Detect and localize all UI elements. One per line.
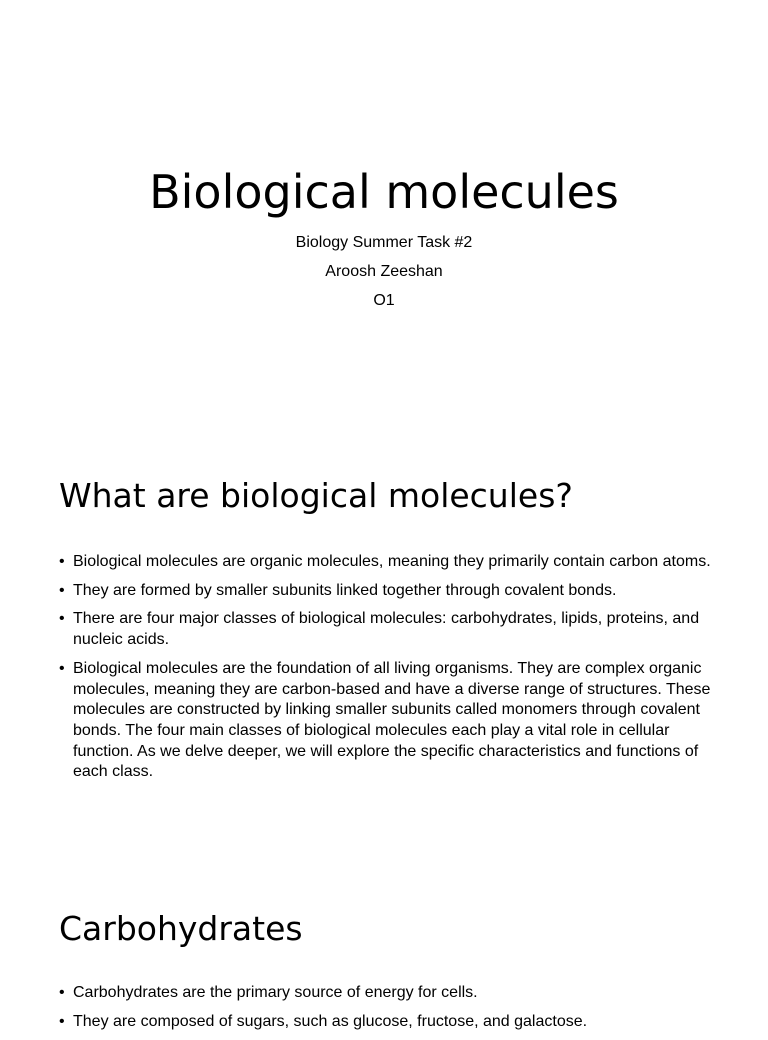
bullet-text: Carbohydrates are the primary source of energy for cells. bbox=[73, 984, 478, 1001]
subtitle-line-task: Biology Summer Task #2 bbox=[295, 234, 473, 251]
slide-heading: What are biological molecules? bbox=[59, 476, 573, 515]
bullet-icon: • bbox=[59, 984, 65, 1001]
subtitle-block bbox=[0, 228, 768, 315]
carbohydrates-slide bbox=[0, 864, 768, 1030]
bullet-text: They are composed of sugars, such as glucose, fructose, and galactose. bbox=[73, 1012, 588, 1030]
bullet-text: Biological molecules are organic molecules, meaning they primarily contain carbon atoms. bbox=[73, 553, 711, 570]
presentation-title: Biological molecules bbox=[149, 165, 619, 219]
list-item bbox=[59, 1012, 719, 1033]
bullet-text: Biological molecules are the foundation of all living organisms. They are complex organic molecules, meaning they are carbon-based and have a diverse range of structures. These molecules are constructed by linking smaller subunits called monomers through covalent bonds. The four main classes of biological molecules each play a vital role in cellular function. As we delve deeper, we will explore the specific characteristics and functions of each class. bbox=[73, 659, 711, 781]
overview-slide bbox=[0, 432, 768, 864]
bullet-text: There are four major classes of biological molecules: carbohydrates, lipids, proteins, and nucleic acids. bbox=[73, 610, 700, 649]
bullet-icon: • bbox=[59, 1012, 65, 1030]
list-item bbox=[59, 659, 719, 783]
subtitle-line-class: O1 bbox=[373, 292, 395, 309]
bullet-text: They are formed by smaller subunits linked together through covalent bonds. bbox=[73, 581, 617, 599]
slide-heading: Carbohydrates bbox=[59, 909, 303, 948]
bullet-list bbox=[59, 552, 719, 791]
list-item bbox=[59, 609, 719, 650]
list-item bbox=[59, 581, 719, 602]
subtitle-line-author: Aroosh Zeeshan bbox=[325, 263, 443, 280]
bullet-icon: • bbox=[59, 581, 65, 599]
bullet-list bbox=[59, 983, 719, 1040]
bullet-icon: • bbox=[59, 659, 65, 677]
title-slide bbox=[0, 0, 768, 432]
list-item bbox=[59, 552, 719, 573]
bullet-icon: • bbox=[59, 553, 65, 570]
bullet-icon: • bbox=[59, 610, 65, 628]
list-item bbox=[59, 983, 719, 1004]
